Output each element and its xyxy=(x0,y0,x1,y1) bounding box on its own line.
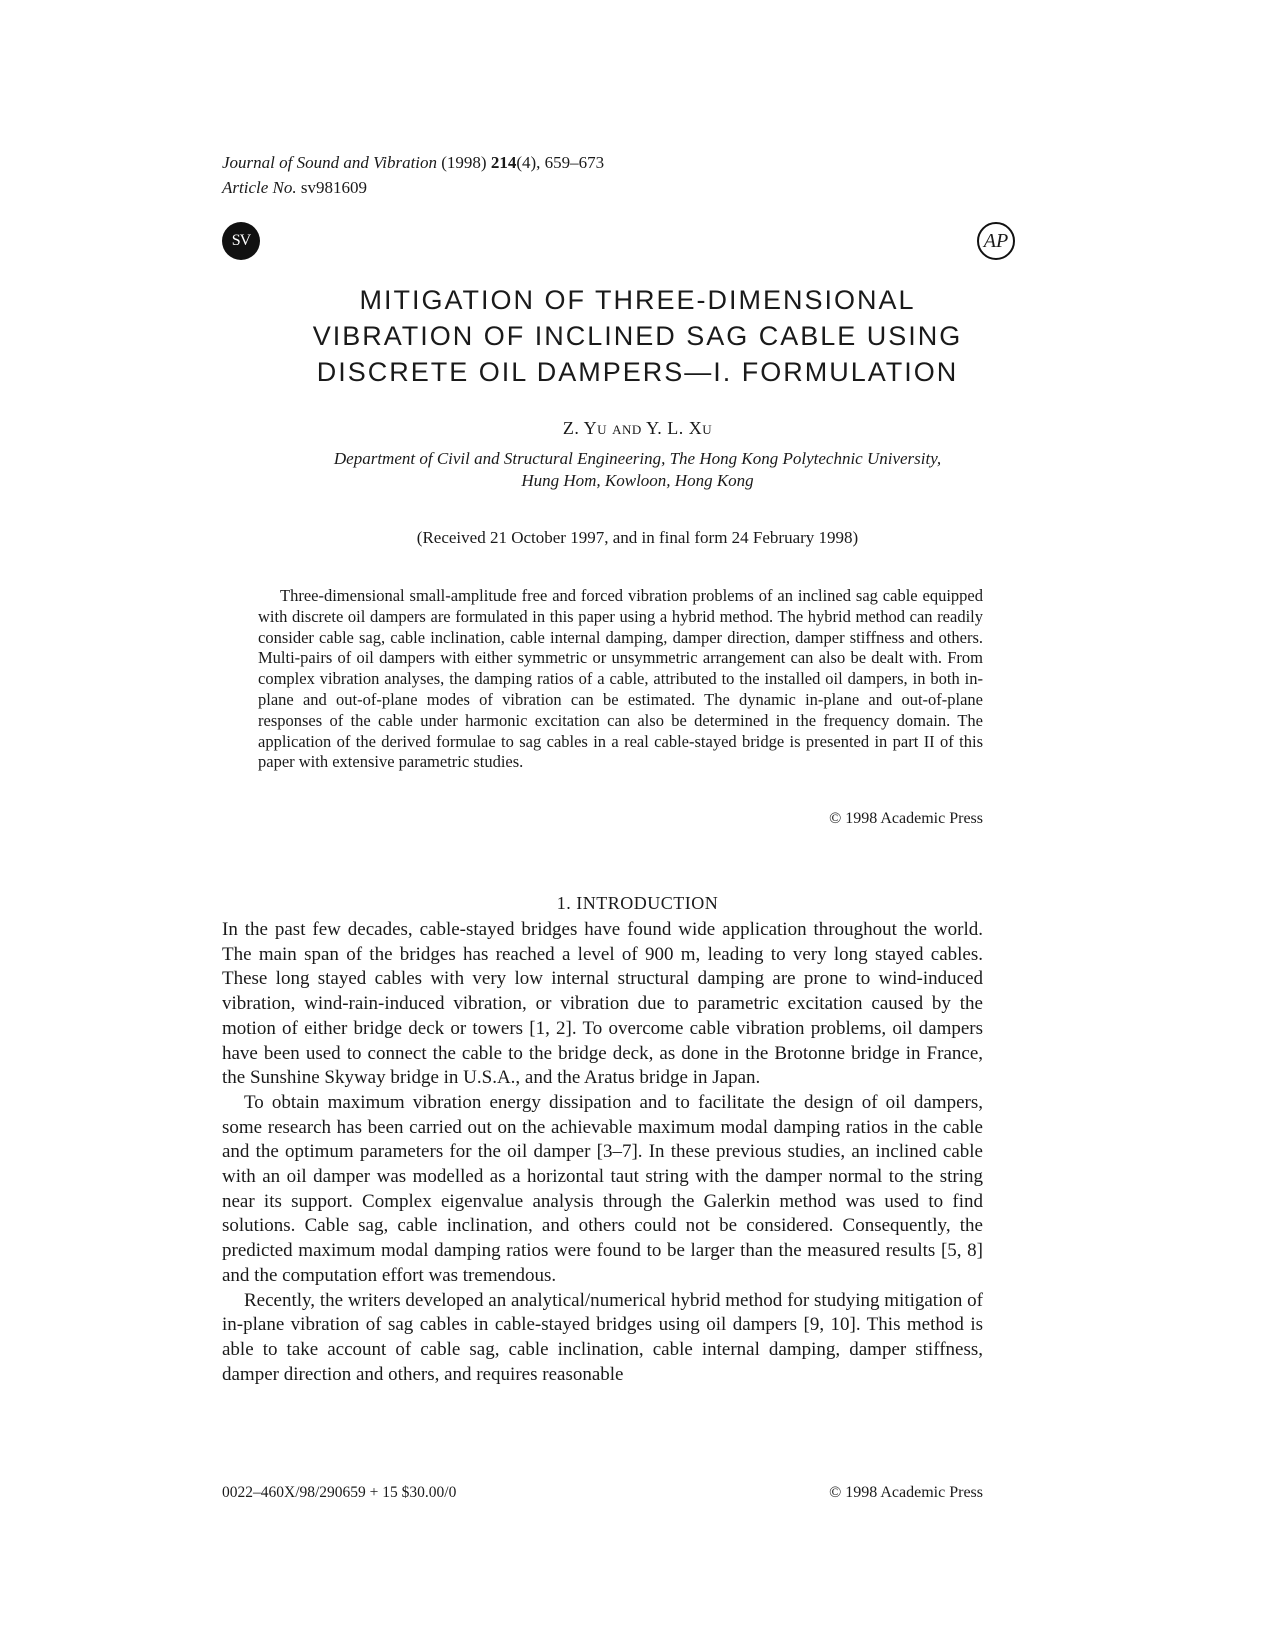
title-line-2: VIBRATION OF INCLINED SAG CABLE USING xyxy=(312,321,963,351)
journal-volume: 214 xyxy=(490,153,517,172)
paragraph: In the past few decades, cable-stayed bridges have found wide application throughout the world. The main span of the bridges has reached a level of 900 m, leading to very long stayed cables. These long stayed cables with very low internal structural damping are prone to wind-induced vibration, wind-rain-induced vibration, or vibration due to parametric excitation caused by the motion of either bridge deck or towers [1, 2]. To overcome cable vibration problems, oil dampers have been used to connect the cable to the bridge deck, as done in the Brotonne bridge in France, the Sunshine Skyway bridge in U.S.A., and the Aratus bridge in Japan. xyxy=(222,919,983,1089)
article-id: sv981609 xyxy=(300,178,367,197)
journal-issue-pages: (4), 659–673 xyxy=(516,153,605,172)
authors xyxy=(200,418,1075,439)
footer-code: 0022–460X/98/290659 + 15 $30.00/0 xyxy=(222,1484,457,1501)
body-text xyxy=(222,918,983,1387)
footer-copyright: © 1998 Academic Press xyxy=(829,1484,983,1501)
journal-name: Journal of Sound and Vibration xyxy=(222,153,438,172)
ap-logo-text: AP xyxy=(983,229,1009,252)
academic-press-logo xyxy=(977,222,1015,260)
sv-logo-text: SV xyxy=(231,232,251,249)
abstract: Three-dimensional small-amplitude free and forced vibration problems of an inclined sag cable equipped with discrete oil dampers are formulated in this paper using a hybrid method. The hybrid method can readily consider cable sag, cable inclination, cable internal damping, damper direction, damper stiffness and others. Multi-pairs of oil dampers with either symmetric or unsymmetric arrangement can also be dealt with. From complex vibration analyses, the damping ratios of a cable, attributed to the installed oil dampers, in both in-plane and out-of-plane modes of vibration can be estimated. The dynamic in-plane and out-of-plane responses of the cable under harmonic excitation can also be determined in the frequency domain. The application of the derived formulae to sag cables in a real cable-stayed bridge is presented in part II of this paper with extensive parametric studies. xyxy=(258,586,983,772)
affiliation xyxy=(200,448,1075,492)
sv-journal-logo xyxy=(222,222,260,260)
article-label: Article No. xyxy=(222,178,297,197)
affiliation-line-1: Department of Civil and Structural Engineering, The Hong Kong Polytechnic University, xyxy=(333,449,942,468)
paragraph: Recently, the writers developed an analytical/numerical hybrid method for studying mitigation of in-plane vibration of sag cables in cable-stayed bridges using oil dampers [9, 10]. This method is able to take account of cable sag, cable inclination, cable internal damping, damper stiffness, damper direction and others, and requires reasonable xyxy=(222,1289,983,1385)
section-heading: 1. INTRODUCTION xyxy=(556,893,719,913)
abstract-copyright: © 1998 Academic Press xyxy=(829,810,983,827)
journal-year: (1998) xyxy=(441,153,487,172)
author-names: Z. Yu and Y. L. Xu xyxy=(562,418,713,438)
paragraph: To obtain maximum vibration energy dissipation and to facilitate the design of oil dampers, some research has been carried out on the achievable maximum modal damping ratios in the cable and the optimum parameters for the oil damper [3–7]. In these previous studies, an inclined cable with an oil damper was modelled as a horizontal taut string with the damper normal to the string near its support. Complex eigenvalue analysis through the Galerkin method was used to find solutions. Cable sag, cable inclination, and others could not be considered. Consequently, the predicted maximum modal damping ratios were found to be larger than the measured results [5, 8] and the computation effort was tremendous. xyxy=(222,1091,983,1286)
title-line-3: DISCRETE OIL DAMPERS—I. FORMULATION xyxy=(316,357,959,387)
paper-title xyxy=(200,282,1075,390)
journal-header xyxy=(222,150,604,200)
affiliation-line-2: Hung Hom, Kowloon, Hong Kong xyxy=(521,471,754,490)
article-number xyxy=(222,175,604,200)
title-line-1: MITIGATION OF THREE-DIMENSIONAL xyxy=(359,285,916,315)
received-dates: (Received 21 October 1997, and in final form 24 February 1998) xyxy=(416,528,859,547)
journal-citation xyxy=(222,150,604,175)
